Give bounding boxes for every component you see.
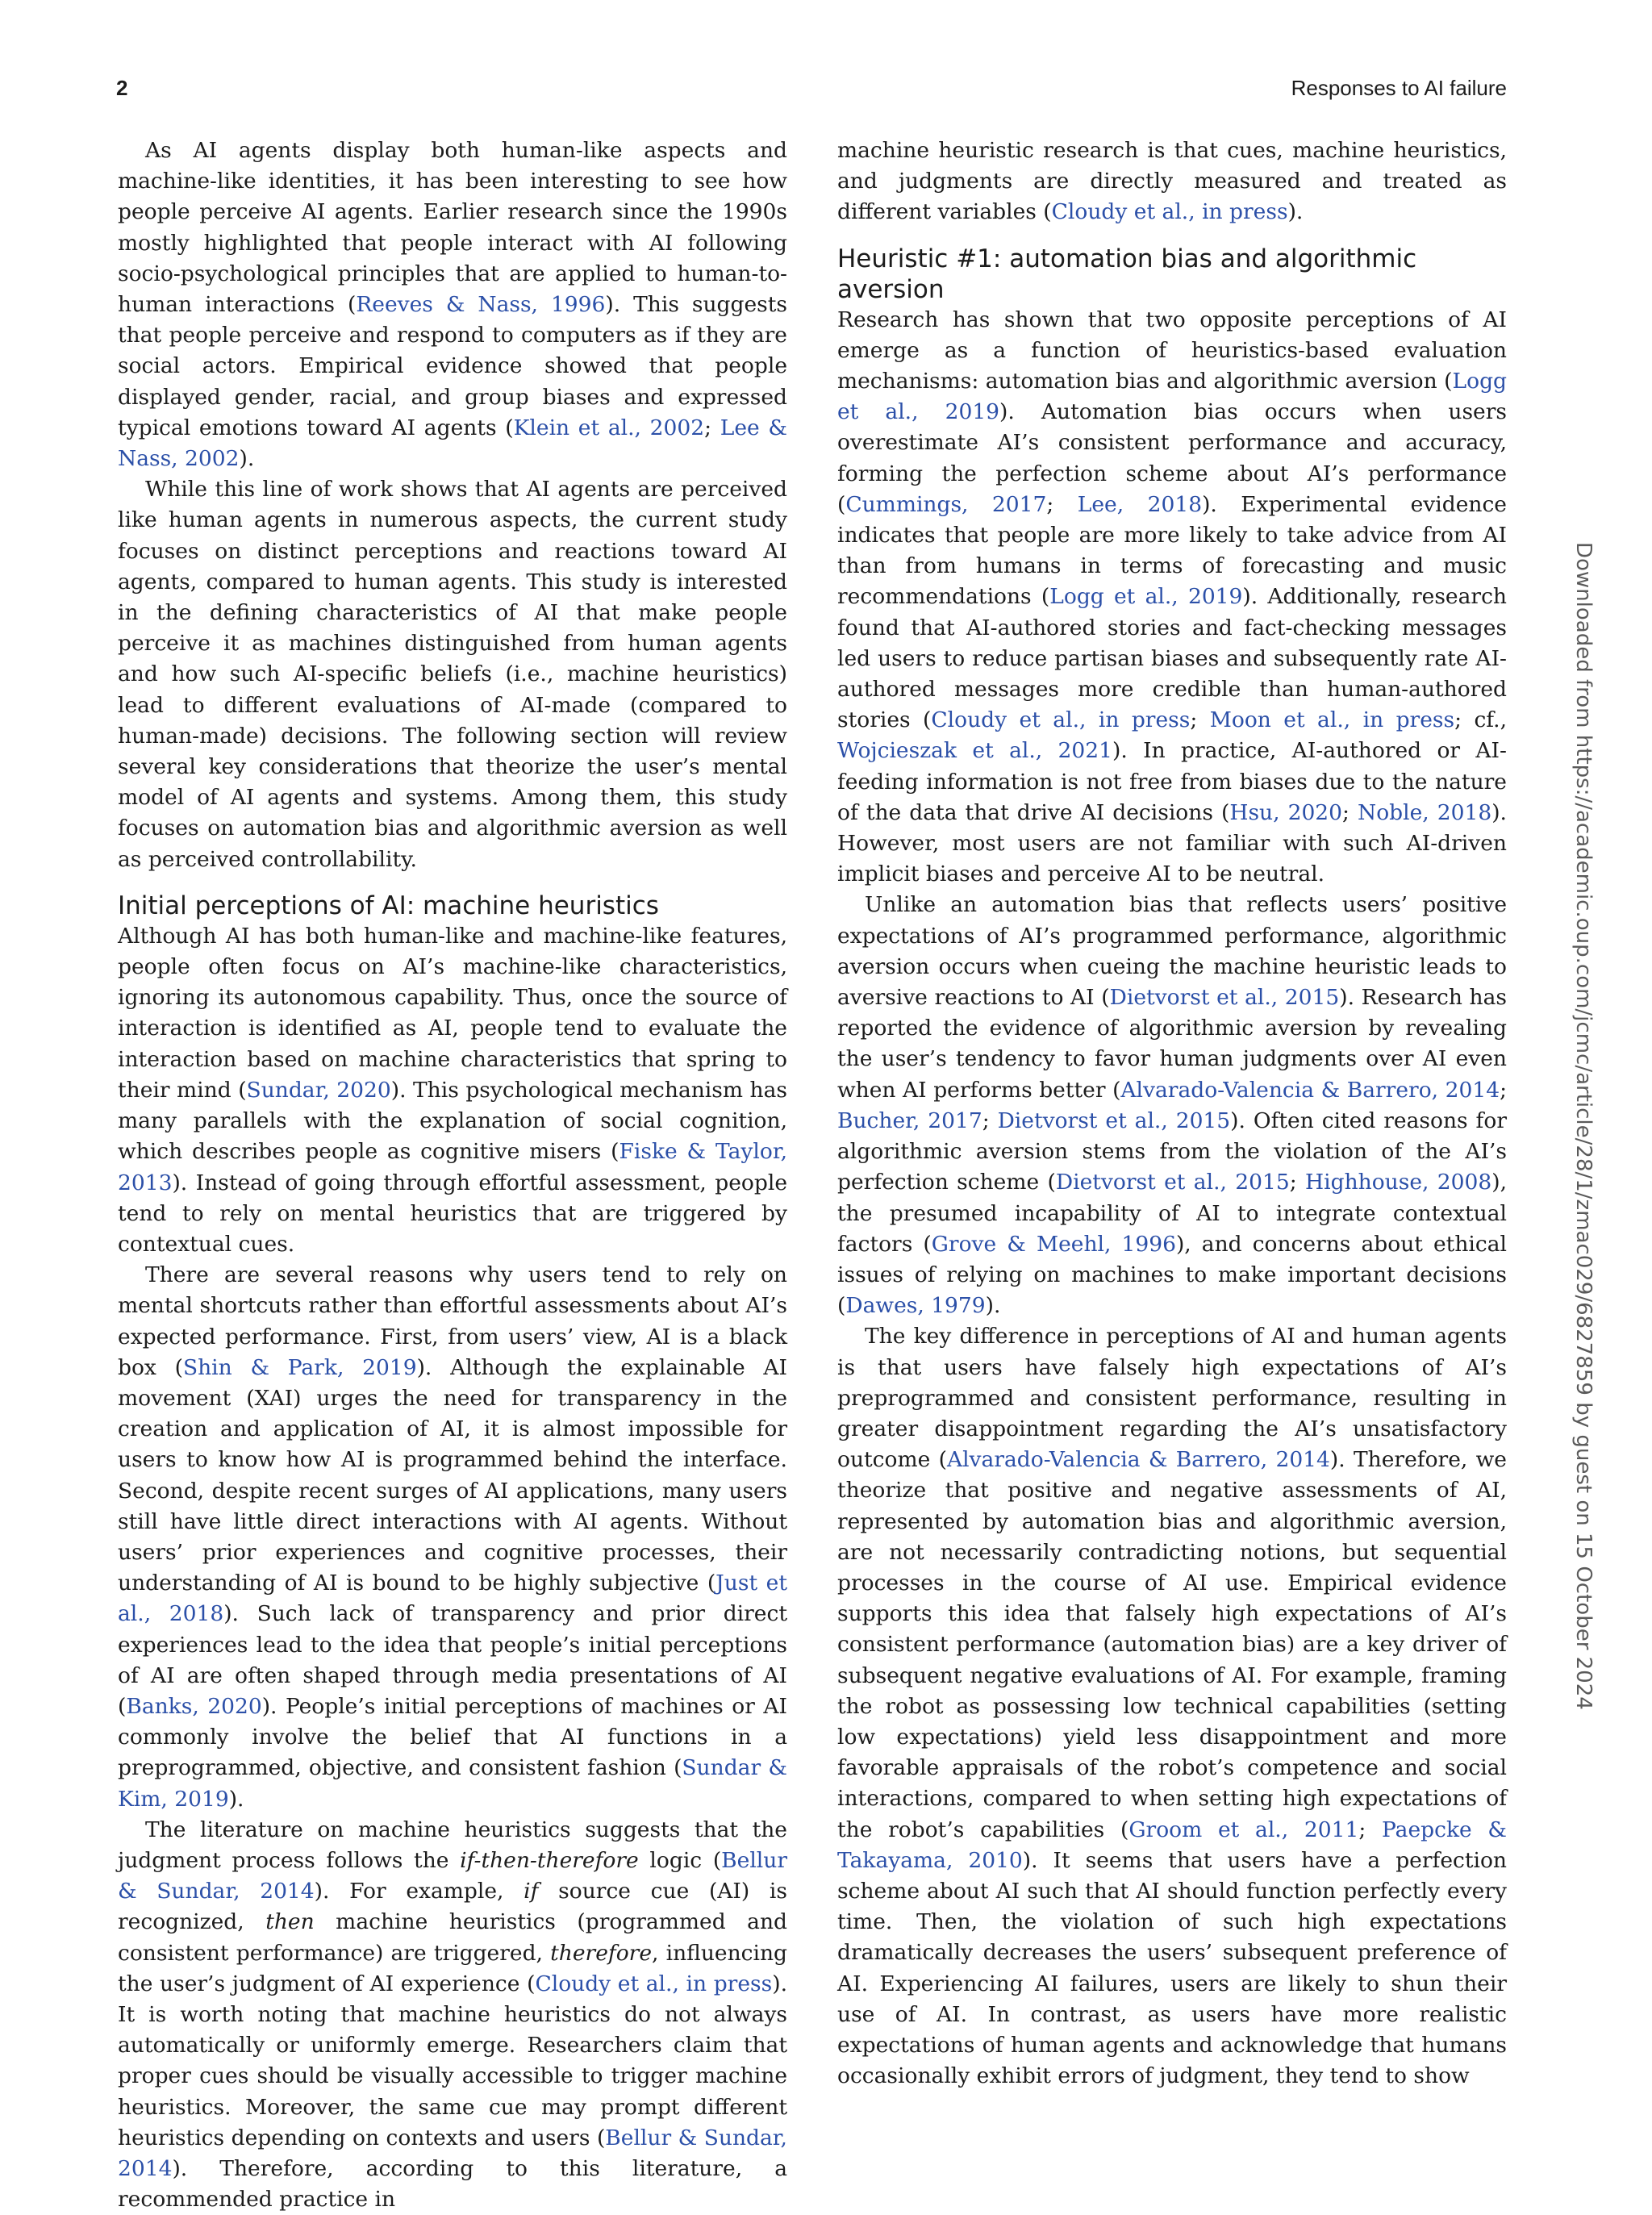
paragraph-text: ;	[1500, 1077, 1507, 1103]
paragraph-text: ).	[239, 446, 255, 472]
paragraph-text: ). Such lack of transparency and prior direct experiences lead to the idea that people’s initial perceptions of AI are often shaped through media presentations of AI (	[118, 1601, 787, 1719]
paragraph-text: ; cf.,	[1454, 707, 1508, 733]
paragraph-text: ). It seems that users have a perfection scheme about AI such that AI should function perfectly every time. Then, the violation of such high expectations dramatically decreases the users’ subsequent preference of AI. Experiencing AI failures, users are likely to shun their use of AI. In contrast, as users have more realistic expectations of human agents and acknowledge that humans occasionally exhibit errors of judgment, they tend to show	[837, 1847, 1507, 2089]
paragraph-text: ). Often cited reasons for algorithmic aversion stems from the violation of the AI’s perfection scheme (	[837, 1108, 1507, 1195]
citation-link[interactable]: Shin & Park, 2019	[182, 1354, 417, 1380]
paragraph-text: source cue (AI) is recognized,	[118, 1879, 788, 1935]
paragraph-text: ). In practice, AI-authored or AI-feeding information is not free from biases due to the nature of the data that drive AI decisions (	[837, 738, 1507, 825]
citation-link[interactable]: Logg et al., 2019	[837, 369, 1507, 425]
paragraph-text: There are several reasons why users tend to rely on mental shortcuts rather than effortful assessments about AI’s expected performance. First, from users’ view, AI is a black box (	[118, 1262, 787, 1380]
paragraph-text: ;	[704, 415, 720, 440]
citation-link[interactable]: Noble, 2018	[1358, 799, 1492, 825]
paragraph-text: ). However, most users are not familiar with such AI-driven implicit biases and perceive AI to be neutral.	[837, 799, 1507, 887]
citation-link[interactable]: Banks, 2020	[126, 1693, 262, 1719]
paragraph-text: ;	[982, 1108, 998, 1133]
paragraph-text: ). Therefore, we theorize that positive and negative assessments of AI, represented by automation bias and algorithmic aversion, are not necessarily contradicting notions, but sequential processes in the course of AI use. Empirical evidence supports this idea that falsely high expectations of AI’s consistent performance (automation bias) are a key driver of subsequent negative evaluations of AI. For example, framing the robot as possessing low technical capabilities (setting low expectations) yield less disappointment and more favorable appraisals of the robot’s competence and social interactions, compared to when setting high expectations of the robot’s capabilities (	[837, 1447, 1507, 1842]
paragraph-text: Unlike an automation bias that reflects users’ positive expectations of AI’s programmed performance, algorithmic aversion occurs when cueing the machine heuristic leads to aversive reactions to AI (	[837, 892, 1507, 1011]
emphasized-text: if	[524, 1879, 539, 1904]
paragraph-text: machine heuristic research is that cues, machine heuristics, and judgments are directly measured and treated as different variables (	[837, 138, 1507, 225]
citation-link[interactable]: Highhouse, 2008	[1305, 1170, 1492, 1195]
body-paragraph	[118, 1815, 787, 2215]
paragraph-text: , influencing the user’s judgment of AI experience (	[118, 1940, 788, 1996]
paragraph-text: ). For example,	[314, 1879, 524, 1904]
paragraph-text: As AI agents display both human-like aspects and machine-like identities, it has been interesting to see how people perceive AI agents. Earlier research since the 1990s mostly highlighted that people interact with AI following socio-psychological principles that are applied to human-to-human interactions (	[118, 138, 787, 318]
paragraph-text: ). This suggests that people perceive and respond to computers as if they are social actors. Empirical evidence showed that people displayed gender, racial, and group biases and expressed typical emotions toward AI agents (	[118, 292, 787, 440]
paragraph-text: ).	[985, 1293, 1001, 1319]
running-head: Responses to AI failure	[1291, 76, 1507, 100]
section-heading: Initial perceptions of AI: machine heuristics	[118, 891, 659, 920]
citation-link[interactable]: Lee, 2018	[1077, 491, 1203, 517]
citation-link[interactable]: Moon et al., in press	[1209, 707, 1455, 733]
emphasized-text: therefore	[550, 1940, 653, 1966]
citation-link[interactable]: Cloudy et al., in press	[535, 1971, 773, 1996]
paragraph-text: ). Instead of going through effortful assessment, people tend to rely on mental heuristics that are triggered by contextual cues.	[118, 1170, 787, 1257]
paragraph-text: ), and concerns about ethical issues of relying on machines to make important decisions (	[837, 1231, 1507, 1319]
paragraph-text: ;	[1046, 491, 1078, 517]
paragraph-text: ;	[1342, 799, 1358, 825]
body-paragraph	[837, 890, 1507, 1321]
paragraph-text: ). Although the explainable AI movement (XAI) urges the need for transparency in the creation and application of AI, it is almost impossible for users to know how AI is programmed behind the interface. Second, despite recent surges of AI applications, many users still have little direct interactions with AI agents. Without users’ prior experiences and cognitive processes, their understanding of AI is bound to be highly subjective (	[118, 1354, 787, 1596]
citation-link[interactable]: Logg et al., 2019	[1049, 584, 1243, 610]
citation-link[interactable]: Klein et al., 2002	[513, 415, 705, 440]
section-heading: Heuristic #1: automation bias and algorithmic aversion	[837, 244, 1417, 304]
paragraph-text: ). People’s initial perceptions of machines or AI commonly involve the belief that AI functions in a preprogrammed, objective, and consistent fashion (	[118, 1693, 787, 1781]
paragraph-text: Although AI has both human-like and machine-like features, people often focus on AI’s machine-like characteristics, ignoring its autonomous capability. Thus, once the source of interaction is identified as AI, people tend to evaluate the interaction based on machine characteristics that spring to their mind (	[118, 923, 787, 1103]
paragraph-text: ).	[1287, 199, 1304, 225]
citation-link[interactable]: Cloudy et al., in press	[1051, 199, 1288, 225]
paragraph-text: ). Experimental evidence indicates that people are more likely to take advice from AI than from humans in terms of forecasting and music recommendations (	[837, 491, 1507, 610]
body-paragraph	[837, 1321, 1507, 2092]
body-paragraph	[837, 305, 1507, 891]
paragraph-text: Research has shown that two opposite perceptions of AI emerge as a function of heuristics-based evaluation mechanisms: automation bias and algorithmic aversion (	[837, 307, 1507, 394]
paragraph-text: ;	[1358, 1817, 1383, 1842]
citation-link[interactable]: Bellur & Sundar, 2014	[118, 1847, 788, 1904]
citation-link[interactable]: Cummings, 2017	[845, 491, 1047, 517]
page-number: 2	[116, 76, 128, 100]
paragraph-text: ). This psychological mechanism has many parallels with the explanation of social cognition, which describes people as cognitive misers (	[118, 1077, 787, 1165]
download-side-note: Downloaded from https://academic.oup.com/jcmc/article/28/1/zmac029/6827859 by guest on 15 October 2024	[1571, 542, 1596, 1710]
paragraph-text: ). Automation bias occurs when users overestimate AI’s consistent performance and accuracy, forming the perfection scheme about AI’s performance (	[837, 399, 1507, 517]
paragraph-text: ;	[1289, 1170, 1306, 1195]
paragraph-text: The key difference in perceptions of AI and human agents is that users have falsely high expectations of AI’s preprogrammed and consistent performance, resulting in greater disappointment regarding the AI’s unsatisfactory outcome (	[837, 1324, 1507, 1473]
citation-link[interactable]: Bucher, 2017	[837, 1108, 982, 1133]
citation-link[interactable]: Cloudy et al., in press	[931, 707, 1191, 733]
paragraph-text: ). Additionally, research found that AI-authored stories and fact-checking messages led users to reduce partisan biases and subsequently rate AI-authored messages more credible than human-authored stories (	[837, 584, 1507, 733]
paragraph-text: logic (	[638, 1847, 722, 1873]
emphasized-text: if-then-therefore	[460, 1847, 639, 1873]
body-paragraph	[118, 474, 787, 875]
body-paragraph	[118, 1260, 787, 1815]
citation-link[interactable]: Grove & Meehl, 1996	[931, 1231, 1176, 1257]
citation-link[interactable]: Fiske & Taylor, 2013	[118, 1139, 787, 1195]
paragraph-text: ). Research has reported the evidence of algorithmic aversion by revealing the user’s tendency to favor human judgments over AI even when AI performs better (	[837, 985, 1508, 1103]
right-column	[837, 136, 1507, 2092]
citation-link[interactable]: Wojcieszak et al., 2021	[837, 738, 1112, 764]
paragraph-text: The literature on machine heuristics suggests that the judgment process follows the	[118, 1817, 787, 1873]
citation-link[interactable]: Sundar & Kim, 2019	[118, 1755, 787, 1812]
citation-link[interactable]: Dietvorst et al., 2015	[1055, 1170, 1290, 1195]
paragraph-text: While this line of work shows that AI agents are perceived like human agents in numerous aspects, the current study focuses on distinct perceptions and reactions toward AI agents, compared to human agents. This study is interested in the defining characteristics of AI that make people perceive it as machines distinguished from human agents and how such AI-specific beliefs (i.e., machine heuristics) lead to different evaluations of AI-made (compared to human-made) decisions. The following section will review several key considerations that theorize the user’s mental model of AI agents and systems. Among them, this study focuses on automation bias and algorithmic aversion as well as perceived controllability.	[118, 477, 787, 872]
citation-link[interactable]: Reeves & Nass, 1996	[356, 292, 606, 318]
body-paragraph	[837, 136, 1507, 228]
paragraph-text: ). It is worth noting that machine heuristics do not always automatically or uniformly emerge. Researchers claim that proper cues should be visually accessible to trigger machine heuristics. Moreover, the same cue may prompt different heuristics depending on contexts and users (	[118, 1971, 787, 2150]
citation-link[interactable]: Hsu, 2020	[1229, 799, 1343, 825]
citation-link[interactable]: Dawes, 1979	[845, 1293, 986, 1319]
citation-link[interactable]: Dietvorst et al., 2015	[1109, 985, 1340, 1011]
emphasized-text: then	[265, 1909, 315, 1935]
paragraph-text: machine heuristics (programmed and consistent performance) are triggered,	[118, 1909, 788, 1966]
left-column	[118, 136, 787, 2215]
citation-link[interactable]: Just et al., 2018	[118, 1571, 787, 1627]
citation-link[interactable]: Alvarado-Valencia & Barrero, 2014	[1120, 1077, 1500, 1103]
paragraph-text: ), the presumed incapability of AI to integrate contextual factors (	[837, 1170, 1508, 1257]
citation-link[interactable]: Lee & Nass, 2002	[118, 415, 788, 472]
citation-link[interactable]: Paepcke & Takayama, 2010	[837, 1817, 1508, 1873]
citation-link[interactable]: Dietvorst et al., 2015	[997, 1108, 1231, 1133]
paragraph-text: ). Therefore, according to this literature, a recommended practice in	[118, 2156, 787, 2213]
citation-link[interactable]: Bellur & Sundar, 2014	[118, 2125, 787, 2181]
citation-link[interactable]: Sundar, 2020	[246, 1077, 391, 1103]
paragraph-text: ;	[1190, 707, 1210, 733]
body-paragraph	[118, 136, 787, 474]
body-paragraph	[118, 921, 787, 1260]
citation-link[interactable]: Groom et al., 2011	[1128, 1817, 1359, 1842]
paragraph-text: ).	[228, 1786, 244, 1812]
citation-link[interactable]: Alvarado-Valencia & Barrero, 2014	[946, 1447, 1330, 1473]
